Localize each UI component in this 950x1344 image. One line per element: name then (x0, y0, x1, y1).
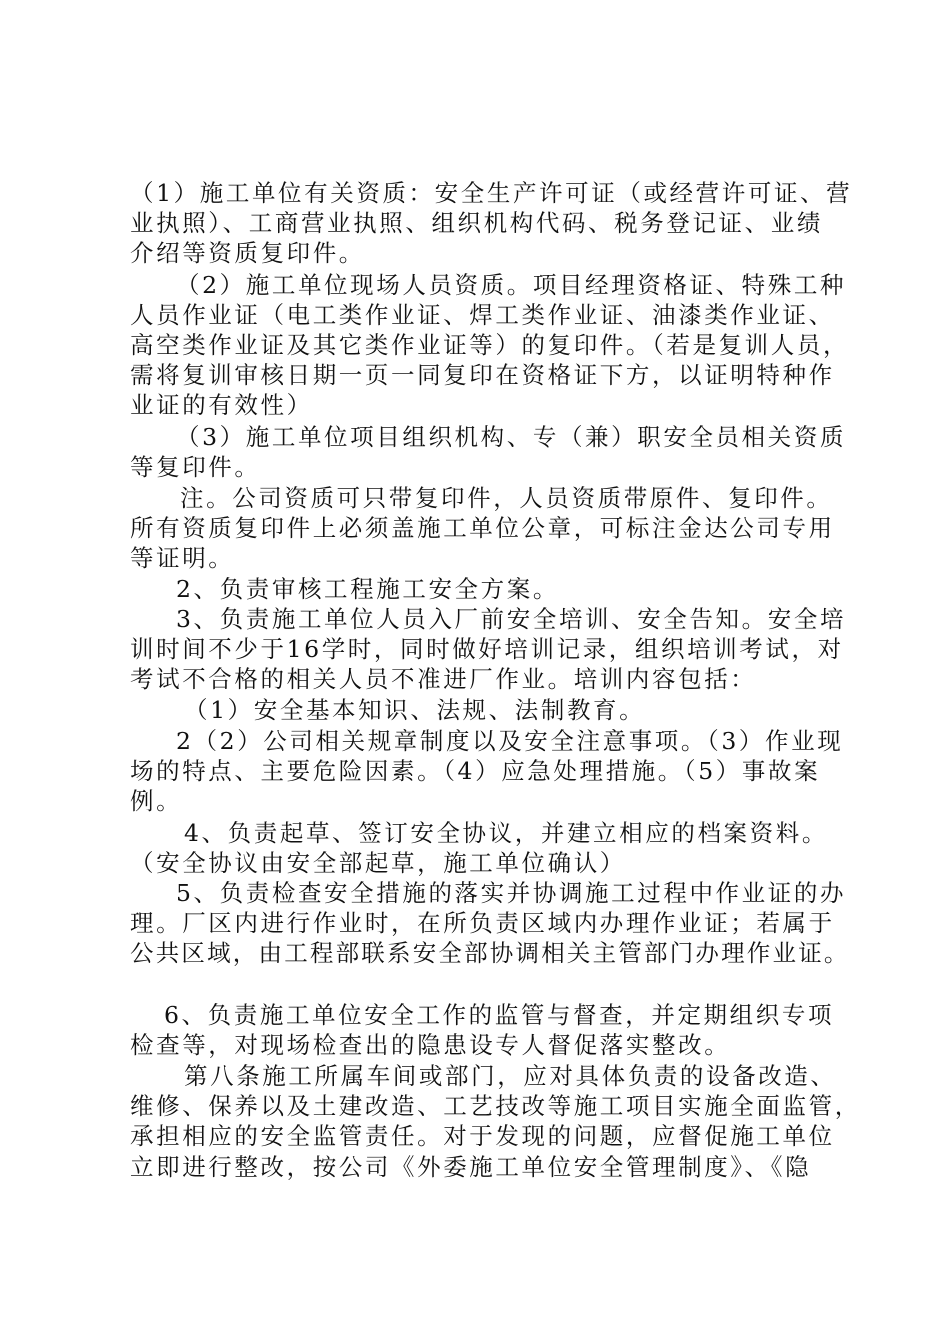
text-line: 公共区域，由工程部联系安全部协调相关主管部门办理作业证。 (130, 939, 850, 967)
text-line: 人员作业证（电工类作业证、焊工类作业证、油漆类作业证、 (130, 301, 835, 329)
text-line: 6、负责施工单位安全工作的监管与督查，并定期组织专项 (164, 1001, 835, 1029)
text-line: 立即进行整改，按公司《外委施工单位安全管理制度》、《隐 (130, 1153, 812, 1181)
text-line: 需将复训审核日期一页一同复印在资格证下方，以证明特种作 (130, 361, 835, 389)
text-line: （1）施工单位有关资质：安全生产许可证（或经营许可证、营 (130, 179, 853, 207)
text-line: 所有资质复印件上必须盖施工单位公章，可标注金达公司专用 (130, 514, 835, 542)
text-line: 例。 (130, 787, 183, 815)
text-line: 等复印件。 (130, 453, 261, 481)
text-line: 业证的有效性） (130, 391, 313, 419)
text-line: 2（2）公司相关规章制度以及安全注意事项。（3）作业现 (176, 727, 844, 755)
text-line: （1）安全基本知识、法规、法制教育。 (184, 696, 646, 724)
text-line: 考试不合格的相关人员不准进厂作业。培训内容包括： (130, 665, 757, 693)
text-line: （3）施工单位项目组织机构、专（兼）职安全员相关资质 (176, 423, 847, 451)
text-line: 承担相应的安全监管责任。对于发现的问题，应督促施工单位 (130, 1122, 835, 1150)
text-line: 理。厂区内进行作业时，在所负责区域内办理作业证；若属于 (130, 909, 835, 937)
text-line: 介绍等资质复印件。 (130, 239, 365, 267)
text-line: 3、负责施工单位人员入厂前安全培训、安全告知。安全培 (176, 605, 847, 633)
text-line: 检查等，对现场检查出的隐患设专人督促落实整改。 (130, 1031, 731, 1059)
text-line: 场的特点、主要危险因素。（4）应急处理措施。（5）事故案 (130, 757, 821, 785)
text-line: 注。公司资质可只带复印件，人员资质带原件、复印件。 (180, 484, 833, 512)
text-line: 训时间不少于16学时，同时做好培训记录，组织培训考试，对 (130, 635, 844, 663)
text-line: （安全协议由安全部起草，施工单位确认） (130, 849, 626, 877)
text-line: 第八条施工所属车间或部门，应对具体负责的设备改造、 (184, 1062, 837, 1090)
text-line: 等证明。 (130, 544, 235, 572)
text-line: （2）施工单位现场人员资质。项目经理资格证、特殊工种 (176, 271, 847, 299)
text-line: 2、负责审核工程施工安全方案。 (176, 575, 559, 603)
text-line: 业执照）、工商营业执照、组织机构代码、税务登记证、业绩 (130, 209, 823, 237)
text-line: 5、负责检查安全措施的落实并协调施工过程中作业证的办 (176, 879, 847, 907)
text-line: 高空类作业证及其它类作业证等）的复印件。（若是复训人员， (130, 331, 850, 359)
text-line: 维修、保养以及土建改造、工艺技改等施工项目实施全面监管， (130, 1092, 861, 1120)
text-line: 4、负责起草、签订安全协议，并建立相应的档案资料。 (184, 819, 828, 847)
